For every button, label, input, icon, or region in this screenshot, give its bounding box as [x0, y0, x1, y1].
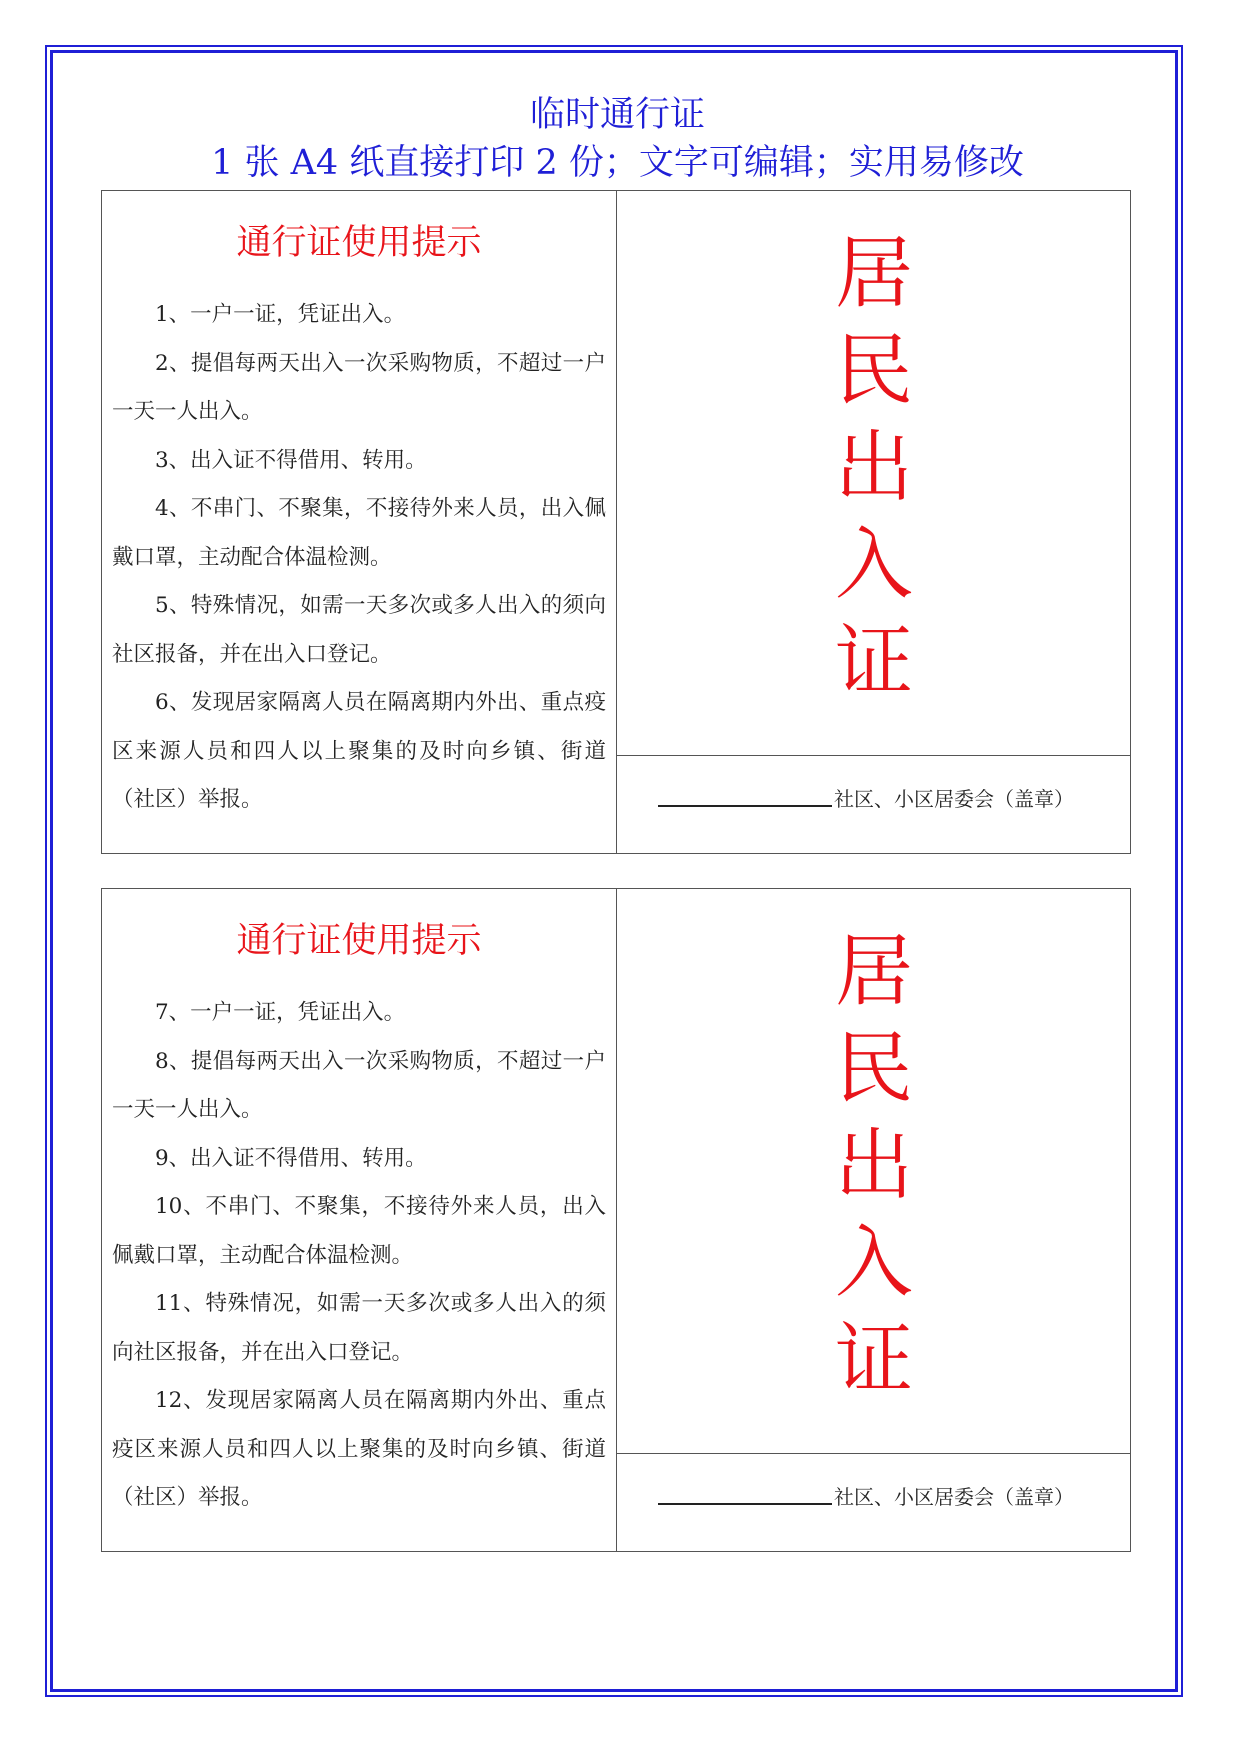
- note-item: 12、发现居家隔离人员在隔离期内外出、重点疫区来源人员和四人以上聚集的及时向乡镇、街道（社区）举报。: [112, 1388, 606, 1510]
- note-item: 3、出入证不得借用、转用。: [155, 447, 427, 473]
- note-item: 10、不串门、不聚集，不接待外来人员，出入佩戴口罩，主动配合体温检测。: [112, 1194, 606, 1268]
- note-item: 2、提倡每两天出入一次采购物质，不超过一户一天一人出入。: [112, 350, 606, 424]
- signature-blank: [658, 805, 832, 807]
- pass-title-char: 入: [834, 1218, 913, 1308]
- note-item: 4、不串门、不聚集，不接待外来人员，出入佩戴口罩，主动配合体温检测。: [112, 496, 606, 570]
- pass-title-char: 入: [834, 520, 913, 610]
- signature-line: [616, 1479, 1132, 1515]
- pass-card-1: [101, 190, 1131, 854]
- pass-card-2: [101, 888, 1131, 1552]
- pass-big-title: [616, 924, 1132, 1409]
- note-item: 11、特殊情况，如需一天多次或多人出入的须向社区报备，并在出入口登记。: [112, 1291, 606, 1365]
- usage-notes: [112, 989, 606, 1523]
- pass-title-char: 民: [834, 326, 913, 416]
- pass-title-char: 证: [834, 1315, 913, 1405]
- signature-label: 社区、小区居委会（盖章）: [834, 1485, 1074, 1509]
- pass-title-char: 居: [834, 229, 913, 319]
- note-item: 7、一户一证，凭证出入。: [155, 1000, 406, 1025]
- notes-title: 通行证使用提示: [236, 223, 482, 263]
- pass-big-title: [616, 226, 1132, 711]
- document-subtitle: 1 张 A4 纸直接打印 2 份；文字可编辑；实用易修改: [211, 143, 1024, 183]
- signature-line: [616, 781, 1132, 817]
- note-item: 9、出入证不得借用、转用。: [155, 1145, 427, 1171]
- notes-title: 通行证使用提示: [236, 921, 482, 961]
- signature-label: 社区、小区居委会（盖章）: [834, 787, 1074, 811]
- pass-title-char: 居: [834, 927, 913, 1017]
- signature-blank: [658, 1503, 832, 1505]
- pass-title-char: 出: [834, 423, 913, 513]
- note-item: 5、特殊情况，如需一天多次或多人出入的须向社区报备，并在出入口登记。: [112, 593, 606, 667]
- card-divider-horizontal: [616, 755, 1130, 756]
- pass-title-char: 证: [834, 617, 913, 707]
- pass-title-char: 出: [834, 1121, 913, 1211]
- card-divider-horizontal: [616, 1453, 1130, 1454]
- note-item: 1、一户一证，凭证出入。: [155, 302, 406, 327]
- note-item: 8、提倡每两天出入一次采购物质，不超过一户一天一人出入。: [112, 1048, 606, 1122]
- note-item: 6、发现居家隔离人员在隔离期内外出、重点疫区来源人员和四人以上聚集的及时向乡镇、街道（社区）举报。: [112, 690, 606, 812]
- usage-notes: [112, 291, 606, 825]
- document-title: 临时通行证: [529, 95, 705, 135]
- pass-title-char: 民: [834, 1024, 913, 1114]
